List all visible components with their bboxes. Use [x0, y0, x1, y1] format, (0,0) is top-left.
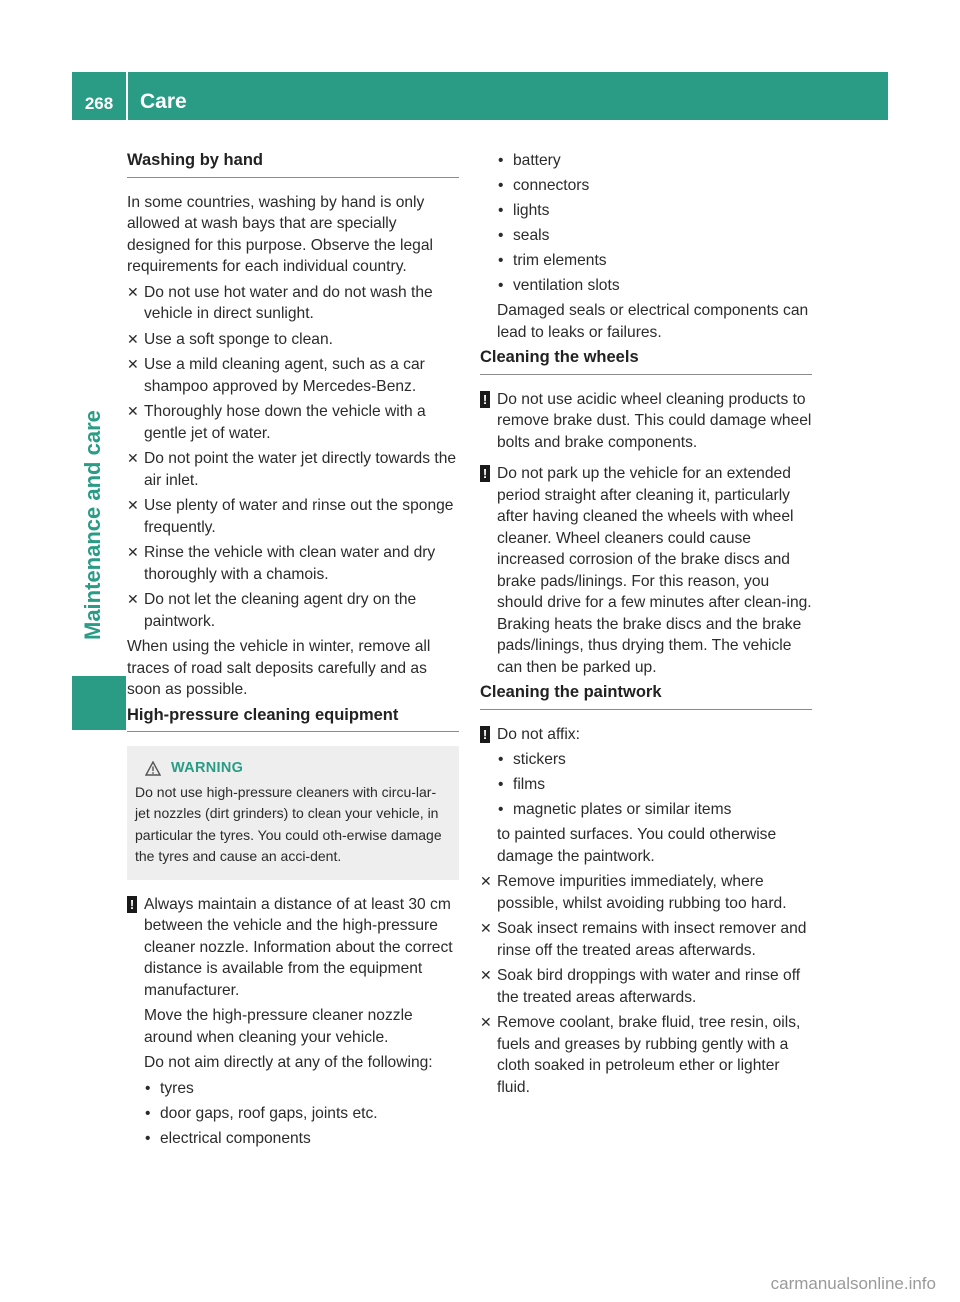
step-item [480, 918, 812, 961]
bullet-dot: • [498, 801, 504, 818]
step-item [127, 329, 459, 351]
bullet-dot: • [145, 1129, 151, 1147]
list-item [480, 250, 812, 272]
list-item-text: door gaps, roof gaps, joints etc. [160, 1104, 378, 1122]
warning-header [145, 758, 449, 780]
arrow-x-icon: ✕ [480, 920, 492, 936]
list-item-text: electrical components [160, 1129, 311, 1147]
list-item-text: battery [513, 152, 561, 169]
step-item [480, 965, 812, 1008]
list-item [127, 1103, 459, 1125]
page-number: 268 [84, 94, 114, 113]
bullet-dot: • [498, 252, 504, 269]
arrow-x-icon: ✕ [127, 356, 139, 372]
step-text: Soak bird droppings with water and rinse off the treated areas afterwards. [497, 967, 801, 1006]
arrow-x-icon: ✕ [127, 403, 139, 419]
list-item [127, 1128, 459, 1150]
paintwork-notice-tail: to painted surfaces. You could otherwise damage the paintwork. [497, 826, 777, 865]
notice-text: Do not affix: [497, 725, 580, 743]
list-item-text: films [513, 776, 546, 793]
step-item [127, 448, 459, 491]
arrow-x-icon: ✕ [480, 873, 492, 889]
list-item-text: lights [513, 202, 550, 219]
list-item-text: trim elements [513, 252, 607, 269]
step-text: Soak insect remains with insect remover and rinse off the treated areas afterwards. [497, 920, 807, 959]
arrow-x-icon: ✕ [127, 497, 139, 513]
washing-intro: In some countries, washing by hand is only allowed at wash bays that are specially designed for this purpose. Observe the legal requirements for each individual country. [127, 193, 433, 275]
notice-item [480, 389, 812, 454]
list-item-text: stickers [513, 751, 566, 768]
step-item [480, 871, 812, 914]
list-item-text: magnetic plates or similar items [513, 801, 732, 818]
section-title: Care [140, 90, 187, 113]
warning-triangle-icon [145, 761, 161, 776]
heading-cleaning-wheels: Cleaning the wheels [480, 347, 812, 375]
side-tab-block [72, 676, 126, 730]
exclamation-icon: ! [480, 465, 490, 482]
damage-text: Damaged seals or electrical components can lead to leaks or failures. [497, 302, 809, 341]
bullet-dot: • [498, 277, 504, 294]
step-text: Thoroughly hose down the vehicle with a gentle jet of water. [144, 403, 426, 442]
heading-high-pressure: High-pressure cleaning equipment [127, 705, 459, 733]
exclamation-icon: ! [480, 726, 490, 743]
step-item [127, 542, 459, 585]
header-bar [72, 72, 888, 120]
list-item-text: ventilation slots [513, 277, 620, 294]
step-text: Use a soft sponge to clean. [144, 330, 333, 348]
arrow-x-icon: ✕ [480, 967, 492, 983]
arrow-x-icon: ✕ [127, 330, 139, 347]
bullet-dot: • [498, 152, 504, 169]
list-item [480, 799, 812, 821]
step-item [127, 282, 459, 325]
bullet-dot: • [498, 202, 504, 219]
step-text: Do not point the water jet directly towards the air inlet. [144, 450, 457, 489]
step-text: Remove coolant, brake fluid, tree resin, oils, fuels and greases by rubbing gently with a cloth soaked in petroleum ether or lighter fluid. [497, 1014, 801, 1096]
list-item-text: tyres [160, 1079, 194, 1097]
bullet-dot: • [145, 1079, 151, 1097]
step-text: Remove impurities immediately, where possible, whilst avoiding rubbing too hard. [497, 873, 787, 912]
warning-text: Do not use high-pressure cleaners with circu-lar-jet nozzles (dirt grinders) to clean your vehicle, in particular the tyres. You could oth-erwise damage the tyres and cause an acci-dent. [135, 783, 442, 864]
notice-item [127, 894, 459, 1002]
heading-washing-by-hand: Washing by hand [127, 150, 459, 178]
side-tab [80, 410, 120, 640]
step-item [127, 589, 459, 632]
heading-cleaning-paintwork: Cleaning the paintwork [480, 682, 812, 710]
list-item [127, 1078, 459, 1100]
notice-text: Do not park up the vehicle for an extended period straight after cleaning it, particularly after having cleaned the wheels with wheel cleaner. Wheel cleaners could cause increased corrosion of the brake discs and brake pads/linings. For this reason, you should drive for a few minutes after clean-ing. Braking heats the brake discs and the brake pads/linings, thus drying them. The vehicle can then be parked up. [497, 465, 812, 676]
warning-label: WARNING [171, 760, 244, 776]
side-tab-label: Maintenance and care [80, 410, 105, 640]
list-item [480, 275, 812, 297]
bullet-dot: • [498, 751, 504, 768]
bullet-dot: • [498, 776, 504, 793]
move-nozzle-text: Move the high-pressure cleaner nozzle around when cleaning your vehicle. [144, 1007, 413, 1046]
notice-text: Always maintain a distance of at least 30 cm between the vehicle and the high-pressure cleaner nozzle. Information about the correct distance is available from the equipment manufacturer. [144, 895, 453, 999]
bullet-dot: • [498, 177, 504, 194]
list-item-text: connectors [513, 177, 590, 194]
left-column [127, 150, 459, 1153]
arrow-x-icon: ✕ [127, 544, 139, 560]
step-text: Do not let the cleaning agent dry on the paintwork. [144, 591, 417, 630]
right-column [480, 150, 812, 1102]
list-item [480, 749, 812, 771]
notice-item [480, 724, 812, 746]
list-item [480, 200, 812, 222]
list-item [480, 225, 812, 247]
bullet-dot: • [498, 227, 504, 244]
step-item [480, 1012, 812, 1098]
watermark: carmanualsonline.info [770, 1274, 936, 1293]
notice-item [480, 463, 812, 678]
list-item-text: seals [513, 227, 550, 244]
step-item [127, 354, 459, 397]
exclamation-icon: ! [480, 391, 490, 408]
notice-text: Do not use acidic wheel cleaning products to remove brake dust. This could damage wheel bolts and brake components. [497, 390, 812, 451]
list-item [480, 150, 812, 172]
arrow-x-icon: ✕ [127, 283, 139, 300]
aim-text: Do not aim directly at any of the following: [144, 1054, 433, 1071]
step-item [127, 495, 459, 538]
step-text: Rinse the vehicle with clean water and dry thoroughly with a chamois. [144, 544, 436, 583]
bullet-dot: • [145, 1104, 151, 1122]
list-item [480, 175, 812, 197]
step-item [127, 401, 459, 444]
step-text: Do not use hot water and do not wash the vehicle in direct sunlight. [144, 283, 433, 322]
arrow-x-icon: ✕ [480, 1014, 492, 1030]
exclamation-icon: ! [127, 896, 137, 913]
step-text: Use a mild cleaning agent, such as a car shampoo approved by Mercedes-Benz. [144, 356, 425, 395]
warning-box [127, 746, 459, 880]
list-item [480, 774, 812, 796]
arrow-x-icon: ✕ [127, 591, 139, 607]
step-text: Use plenty of water and rinse out the sponge frequently. [144, 497, 454, 536]
header-divider [126, 72, 128, 120]
arrow-x-icon: ✕ [127, 450, 139, 466]
winter-note: When using the vehicle in winter, remove all traces of road salt deposits carefully and as soon as possible. [127, 638, 431, 698]
